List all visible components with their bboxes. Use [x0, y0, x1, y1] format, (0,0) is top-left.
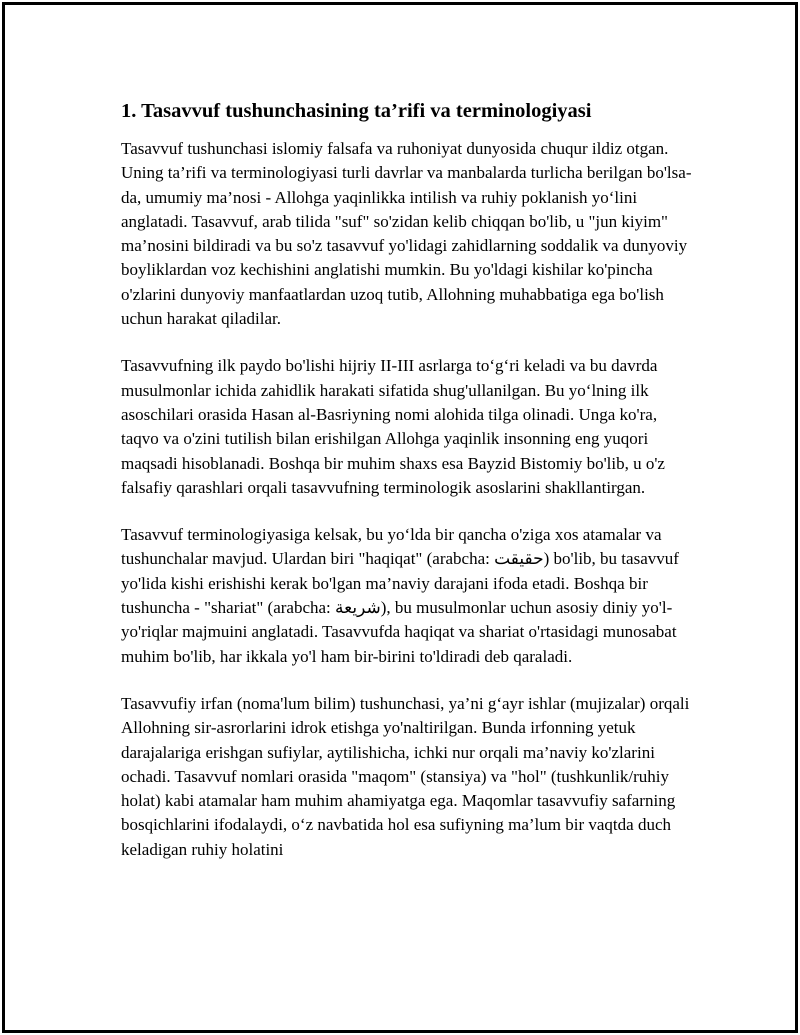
- paragraph-4: Tasavvufiy irfan (noma'lum bilim) tushunchasi, ya’ni g‘ayr ishlar (mujizalar) orqali Allohning sir-asrorlarini idrok etishga yo'naltirilgan. Bunda irfonning yetuk darajalariga erishgan sufiylar, aytilishicha, ichki nur orqali ma’naviy ko'zlarini ochadi. Tasavvuf nomlari orasida "maqom" (stansiya) va "hol" (tushkunlik/ruhiy holat) kabi atamalar ham muhim ahamiyatga ega. Maqomlar tasavvufiy safarning bosqichlarini ifodalaydi, o‘z navbatida hol esa sufiyning ma’lum bir vaqtda duch keladigan ruhiy holatini: [121, 693, 690, 859]
- paragraph-2: Tasavvufning ilk paydo bo'lishi hijriy II-III asrlarga to‘g‘ri keladi va bu davrda musulmonlar ichida zahidlik harakati sifatida shug'ullanilgan. Bu yo‘lning ilk asoschilari orasida Hasan al-Basriyning nomi alohida tilga olinadi. Unga ko'ra, taqvo va o'zini tutilish bilan erishilgan Allohga yaqinlik insonning eng yuqori maqsadi hisoblanadi. Boshqa bir muhim shaxs esa Bayzid Bistomiy bo'lib, u o'z falsafiy qarashlari orqali tasavvufning terminologik asoslarini shakllantirgan.: [121, 356, 665, 497]
- paragraph-1: Tasavvuf tushunchasi islomiy falsafa va ruhoniyat dunyosida chuqur ildiz otgan. Uning ta’rifi va terminologiyasi turli davrlar va manbalarda turlicha berilgan bo'lsa-da, umumiy ma’nosi - Allohga yaqinlikka intilish va ruhiy poklanish yo‘lini anglatadi. Tasavvuf, arab tilida "suf" so'zidan kelib chiqqan bo'lib, u "jun kiyim" ma’nosini bildiradi va bu so'z tasavvuf yo'lidagi zahidlarning soddalik va dunyoviy boyliklardan voz kechishini anglatishi mumkin. Bu yo'ldagi kishilar ko'pincha o'zlarini dunyoviy manfaatlardan uzoq tutib, Allohning muhabbatiga ega bo'lish uchun harakat qiladilar.: [121, 139, 692, 329]
- paragraph-3: Tasavvuf terminologiyasiga kelsak, bu yo‘lda bir qancha o'ziga xos atamalar va tushunchalar mavjud. Ulardan biri "haqiqat" (arabcha: حقيقت) bo'lib, bu tasavvuf yo'lida kishi erishishi kerak bo'lgan ma’naviy darajani ifoda etadi. Boshqa bir tushuncha - "shariat" (arabcha: شريعة), bu musulmonlar uchun asosiy diniy yo'l-yo'riqlar majmuini anglatadi. Tasavvufda haqiqat va shariat o'rtasidagi munosabat muhim bo'lib, har ikkala yo'l ham bir-birini to'ldiradi deb qaraladi.: [121, 525, 679, 666]
- document-body: [121, 97, 696, 885]
- section-title: 1. Tasavvuf tushunchasining ta’rifi va terminologiyasi: [121, 100, 592, 122]
- page-frame: [2, 2, 798, 1033]
